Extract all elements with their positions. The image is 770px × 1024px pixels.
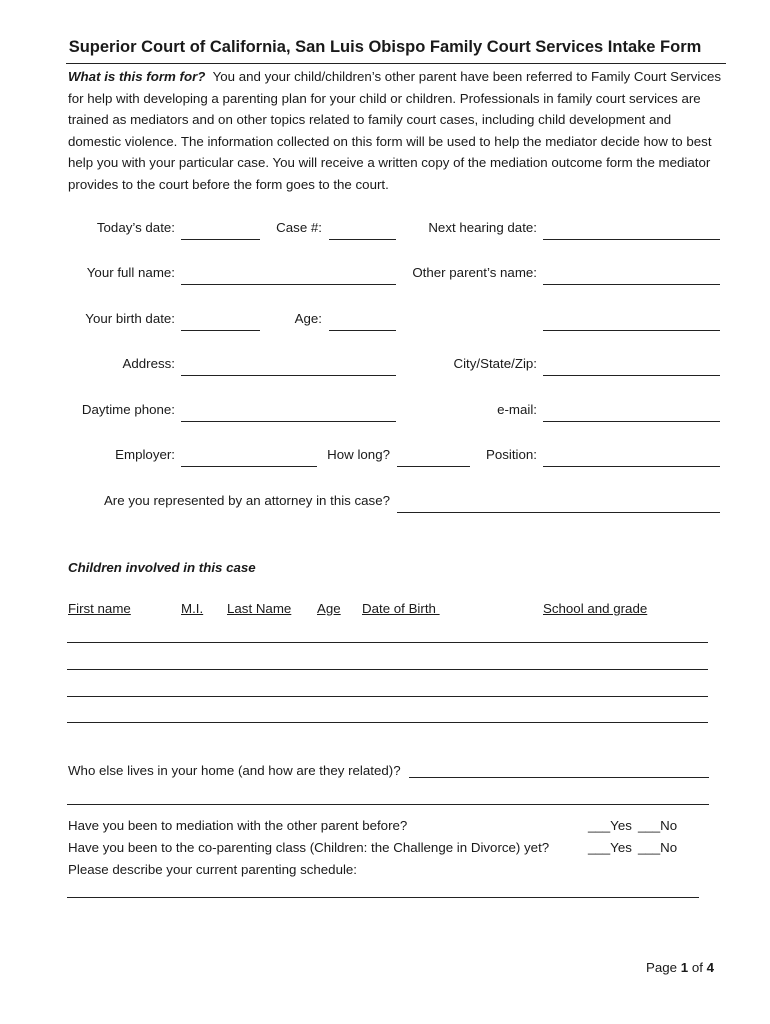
page-of-word: of — [691, 960, 703, 975]
schedule-question: Please describe your current parenting schedule: — [68, 862, 358, 877]
todays-date-label: Today’s date: — [96, 220, 175, 235]
case-number-input[interactable] — [329, 239, 396, 240]
page-word: Page — [646, 960, 678, 975]
full-name-label: Your full name: — [86, 265, 175, 280]
position-input[interactable] — [543, 466, 720, 467]
age-label: Age: — [294, 311, 322, 326]
coparenting-no-option[interactable]: ___No — [638, 840, 678, 855]
position-label: Position: — [486, 447, 537, 462]
mediation-question: Have you been to mediation with the other parent before? — [68, 818, 408, 833]
intro-lead: What is this form for? — [68, 69, 206, 84]
attorney-input[interactable] — [397, 512, 720, 513]
mediation-no-option[interactable]: ___No — [638, 818, 678, 833]
column-date-of-birth: Date of Birth — [362, 601, 440, 616]
address-input[interactable] — [181, 375, 396, 376]
how-long-input[interactable] — [397, 466, 470, 467]
page-total: 4 — [706, 960, 715, 975]
unlabeled-input[interactable] — [543, 330, 720, 331]
email-label: e-mail: — [497, 402, 537, 417]
full-name-input[interactable] — [181, 284, 396, 285]
age-input[interactable] — [329, 330, 396, 331]
household-input-continued[interactable] — [67, 804, 709, 805]
child-row-input[interactable] — [67, 669, 708, 670]
household-label: Who else lives in your home (and how are they related)? — [68, 763, 401, 778]
form-title: Superior Court of California, San Luis Obispo Family Court Services Intake Form — [68, 38, 702, 56]
attorney-label: Are you represented by an attorney in this case? — [103, 493, 390, 508]
coparenting-yes-option[interactable]: ___Yes — [588, 840, 632, 855]
next-hearing-input[interactable] — [543, 239, 720, 240]
todays-date-input[interactable] — [181, 239, 260, 240]
daytime-phone-label: Daytime phone: — [81, 402, 175, 417]
city-state-zip-input[interactable] — [543, 375, 720, 376]
schedule-input[interactable] — [67, 897, 699, 898]
column-last-name: Last Name — [227, 601, 292, 616]
next-hearing-label: Next hearing date: — [428, 220, 537, 235]
other-parent-label: Other parent’s name: — [412, 265, 537, 280]
child-row-input[interactable] — [67, 696, 708, 697]
column-school-grade: School and grade — [543, 601, 648, 616]
page-current: 1 — [680, 960, 689, 975]
child-row-input[interactable] — [67, 722, 708, 723]
children-heading: Children involved in this case — [68, 560, 256, 575]
employer-input[interactable] — [181, 466, 317, 467]
title-rule — [66, 63, 726, 64]
child-row-input[interactable] — [67, 642, 708, 643]
intro-paragraph — [68, 66, 728, 196]
page-number — [646, 960, 714, 975]
daytime-phone-input[interactable] — [181, 421, 396, 422]
intro-text: You and your child/children’s other parent have been referred to Family Court Services for help with developing a parenting plan for your child or children. Professionals in family court services are trained as mediators and on other topics related to family court cases, including child development and domestic violence. The information collected on this form will be used to help the mediator decide how to best help you with your particular case. You will receive a written copy of the mediation outcome form the mediator provides to the court before the form goes to the court. — [68, 69, 722, 192]
column-first-name: First name — [68, 601, 131, 616]
address-label: Address: — [122, 356, 175, 371]
birth-date-input[interactable] — [181, 330, 260, 331]
household-input[interactable] — [409, 777, 709, 778]
city-state-zip-label: City/State/Zip: — [453, 356, 537, 371]
coparenting-question: Have you been to the co-parenting class (Children: the Challenge in Divorce) yet? — [68, 840, 550, 855]
case-number-label: Case #: — [276, 220, 322, 235]
column-mi: M.I. — [181, 601, 204, 616]
email-input[interactable] — [543, 421, 720, 422]
column-age: Age — [317, 601, 341, 616]
other-parent-input[interactable] — [543, 284, 720, 285]
birth-date-label: Your birth date: — [85, 311, 175, 326]
mediation-yes-option[interactable]: ___Yes — [588, 818, 632, 833]
employer-label: Employer: — [115, 447, 175, 462]
how-long-label: How long? — [327, 447, 390, 462]
